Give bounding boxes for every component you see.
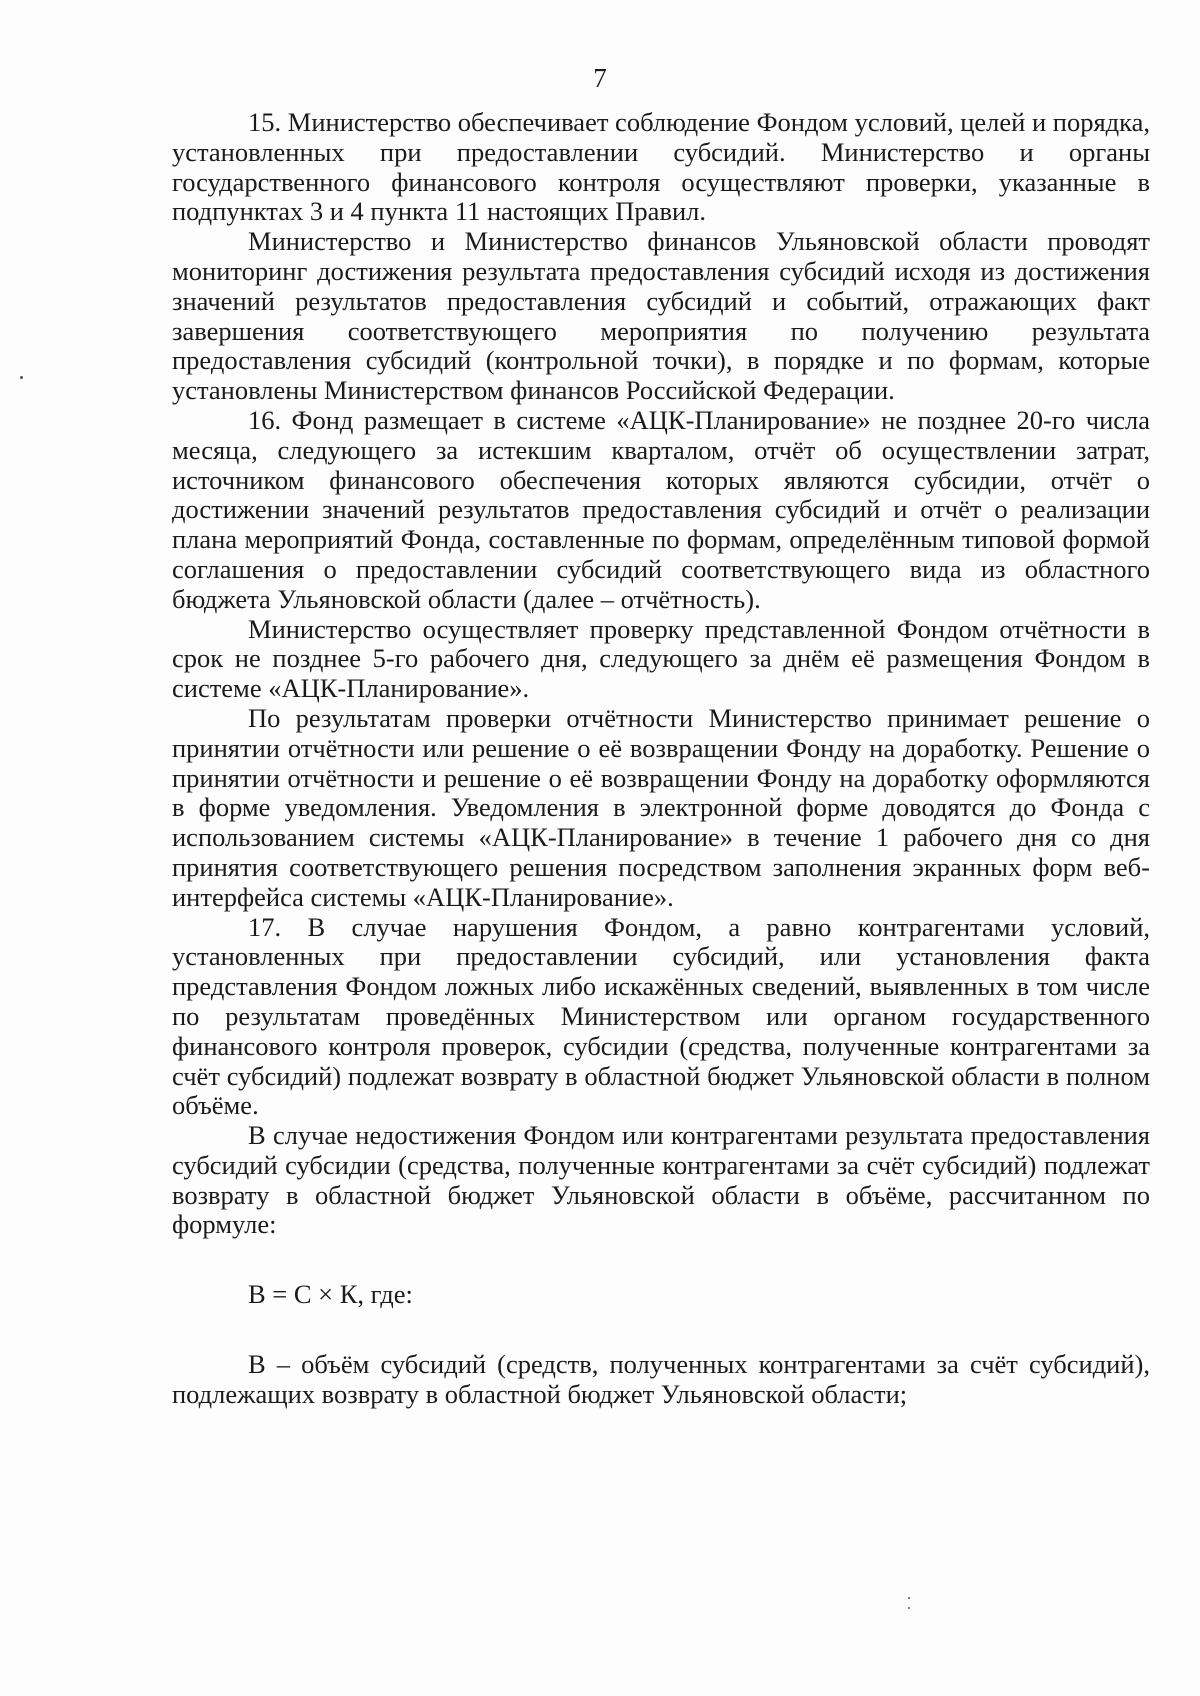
paragraph-non-achievement: В случае недостижения Фондом или контрагентами результата предоставления субсидий субсидии (средства, полученные контрагентами за счёт субсидий) подлежат возврату в областной бюджет Ульяновской области в объёме, рассчитанном по формуле:: [172, 1120, 1150, 1240]
paragraph-15: 15. Министерство обеспечивает соблюдение Фондом условий, целей и порядка, установленных при предоставлении субсидий. Министерство и органы государственного финансового контроля осуществляют проверки, указанные в подпунктах 3 и 4 пункта 11 настоящих Правил.: [172, 107, 1150, 227]
definition-v: В – объём субсидий (средств, полученных контрагентами за счёт субсидий), подлежащих возврату в областной бюджет Ульяновской области;: [172, 1349, 1150, 1409]
formula: В = С × К, где:: [248, 1279, 413, 1310]
paragraph-monitoring: Министерство и Министерство финансов Ульяновской области проводят мониторинг достижения результата предоставления субсидий исходя из достижения значений результатов предоставления субсидий и событий, отражающих факт завершения соответствующего мероприятия по получению результата предоставления субсидий (контрольной точки), в порядке и по формам, которые установлены Министерством финансов Российской Федерации.: [172, 226, 1150, 406]
paragraph-17: 17. В случае нарушения Фондом, а равно контрагентами условий, установленных при предоставлении субсидий, или установления факта представления Фондом ложных либо искажённых сведений, выявленных в том числе по результатам проведённых Министерством или органом государственного финансового контроля проверок, субсидии (средства, полученные контрагентами за счёт субсидий) подлежат возврату в областной бюджет Ульяновской области в полном объёме.: [172, 911, 1150, 1121]
paragraph-verification: Министерство осуществляет проверку представленной Фондом отчётности в срок не позднее 5-го рабочего дня, следующего за днём её размещения Фондом в системе «АЦК-Планирование».: [172, 613, 1150, 704]
page-number: 7: [593, 63, 607, 93]
paragraph-16: 16. Фонд размещает в системе «АЦК-Планирование» не позднее 20-го числа месяца, следующего за истекшим кварталом, отчёт об осуществлении затрат, источником финансового обеспечения которых являются субсидии, отчёт о достижении значений результатов предоставления субсидий и отчёт о реализации плана мероприятий Фонда, составленные по формам, определённым типовой формой соглашения о предоставлении субсидий соответствующего вида из областного бюджета Ульяновской области (далее – отчётность).: [172, 404, 1150, 614]
scan-speck: [908, 1607, 910, 1609]
scan-speck: [908, 1597, 910, 1599]
document-body: [172, 108, 1150, 1410]
paragraph-results: По результатам проверки отчётности Министерство принимает решение о принятии отчётности или решение о её возвращении Фонду на доработку. Решение о принятии отчётности и решение о её возвращении Фонду на доработку оформляются в форме уведомления. Уведомления в электронной форме доводятся до Фонда с использованием системы «АЦК-Планирование» в течение 1 рабочего дня со дня принятия соответствующего решения посредством заполнения экранных форм веб-интерфейса системы «АЦК-Планирование».: [172, 702, 1150, 912]
scan-speck: [20, 376, 23, 379]
